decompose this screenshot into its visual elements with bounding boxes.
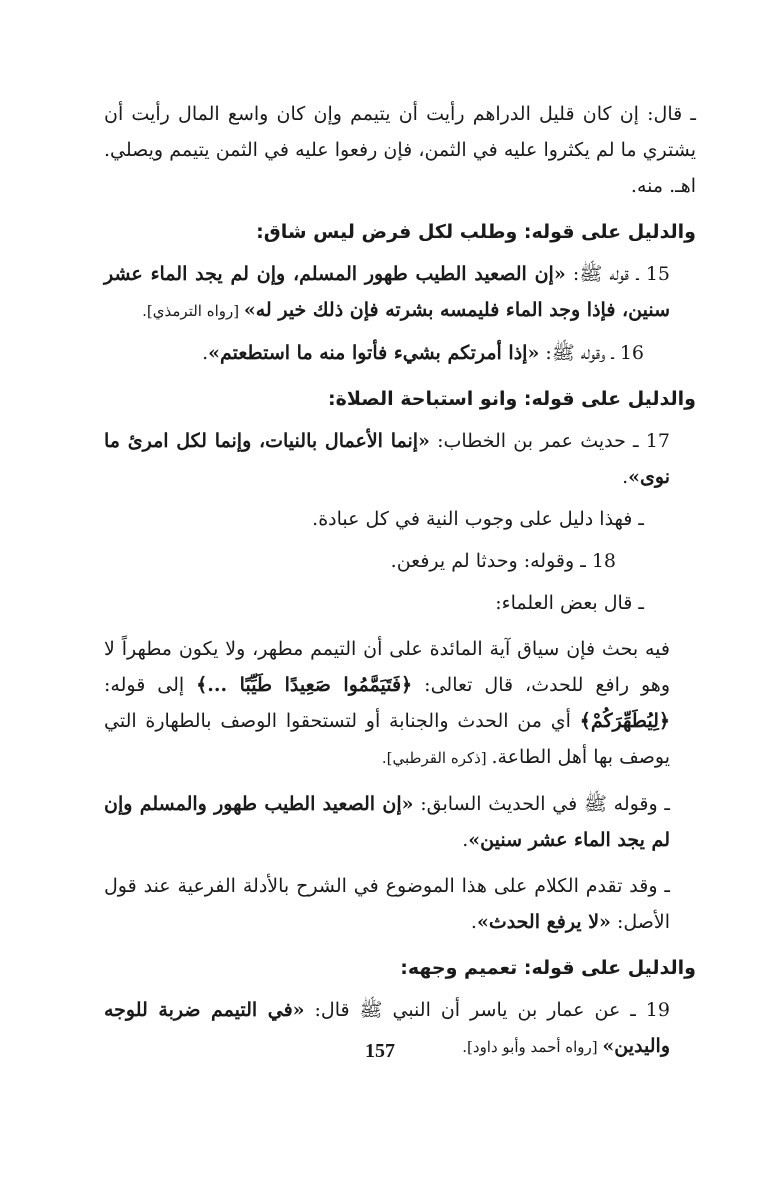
bahth-text-3: أي من الحدث والجنابة أو لتستحقوا الوصف بالطهارة التي يوصف بها أهل الطاعة. xyxy=(104,710,670,768)
quran-quote-1: ﴿فَتَيَمَّمُوا صَعِيدًا طَيِّبًا ...﴾ xyxy=(196,674,413,696)
hadith-19-lead: 19 ـ عن عمار بن ياسر أن النبي ﷺ قال: xyxy=(304,999,670,1021)
paragraph-ulama: ـ قال بعض العلماء: xyxy=(495,592,644,614)
hadith-17-lead: 17 ـ حديث عمر بن الخطاب: xyxy=(429,430,670,452)
bahth-source: [ذكره القرطبي]. xyxy=(381,749,492,767)
page-number: 157 xyxy=(365,1040,395,1062)
heading-evidence-face: والدليل على قوله: تعميم وجهه: xyxy=(400,957,696,979)
sabiq-end: . xyxy=(462,829,469,851)
heading-evidence-each-prayer: والدليل على قوله: وطلب لكل فرض ليس شاق: xyxy=(256,221,696,243)
hadith-16-end: . xyxy=(202,342,209,364)
heading-evidence-intention: والدليل على قوله: وانو استباحة الصلاة: xyxy=(328,388,696,410)
taqaddam-lead: ـ وقد تقدم الكلام على هذا الموضوع في الشرح بالأدلة الفرعية عند قول الأصل: xyxy=(104,875,670,933)
hadith-19-text: «في التيمم ضربة للوجه واليدين» xyxy=(104,999,670,1057)
hadith-19-source: [رواه أحمد وأبو داود]. xyxy=(462,1038,603,1056)
paragraph-sabiq xyxy=(104,786,696,858)
hadith-17 xyxy=(104,423,696,495)
paragraph-18: 18 ـ وقوله: وحدثا لم يرفعن. xyxy=(390,550,616,572)
hadith-16-lead: 16 ـ وقوله ﷺ: xyxy=(539,342,644,364)
hadith-16 xyxy=(104,335,696,371)
hadith-15-lead: 15 ـ قوله ﷺ: xyxy=(565,263,670,285)
bahth-text-1: فيه بحث فإن سياق آية المائدة على أن التيمم مطهر، ولا يكون مطهراً لا وهو رافع للحدث، قال تعالى: xyxy=(104,638,671,696)
taqaddam-end: . xyxy=(470,911,477,933)
hadith-17-text: «إنما الأعمال بالنيات، وإنما لكل امرئ ما نوى» xyxy=(104,430,670,488)
paragraph-niyya: ـ فهذا دليل على وجوب النية في كل عبادة. xyxy=(312,508,644,530)
quran-quote-2: ﴿لِيُطَهِّرَكُمْ﴾ xyxy=(579,710,670,732)
hadith-15-source: [رواه الترمذي]. xyxy=(142,302,244,320)
hadith-15 xyxy=(104,256,696,329)
paragraph-fatwa: ـ قال: إن كان قليل الدراهم رأيت أن يتيمم وإن كان واسع المال رأيت أن يشتري ما لم يكثروا عليه في الثمن، فإن رفعوا عليه في الثمن يتيمم ويصلي. اهـ. منه. xyxy=(104,103,696,197)
hadith-15-text: «إن الصعيد الطيب طهور المسلم، وإن لم يجد الماء عشر سنين، فإذا وجد الماء فليمسه بشرته فإن ذلك خير له» xyxy=(104,263,670,321)
hadith-16-text: «إذا أمرتكم بشيء فأتوا منه ما استطعتم» xyxy=(208,342,540,364)
sabiq-lead: ـ وقوله ﷺ في الحديث السابق: xyxy=(413,793,670,815)
paragraph-bahth xyxy=(104,631,696,776)
bahth-text-2: إلى قوله: xyxy=(104,674,197,696)
paragraph-taqaddam xyxy=(104,868,696,940)
hadith-17-end: . xyxy=(622,466,629,488)
taqaddam-text: «لا يرفع الحدث» xyxy=(476,911,611,933)
sabiq-text: «إن الصعيد الطيب طهور والمسلم وإن لم يجد الماء عشر سنين» xyxy=(104,793,670,851)
